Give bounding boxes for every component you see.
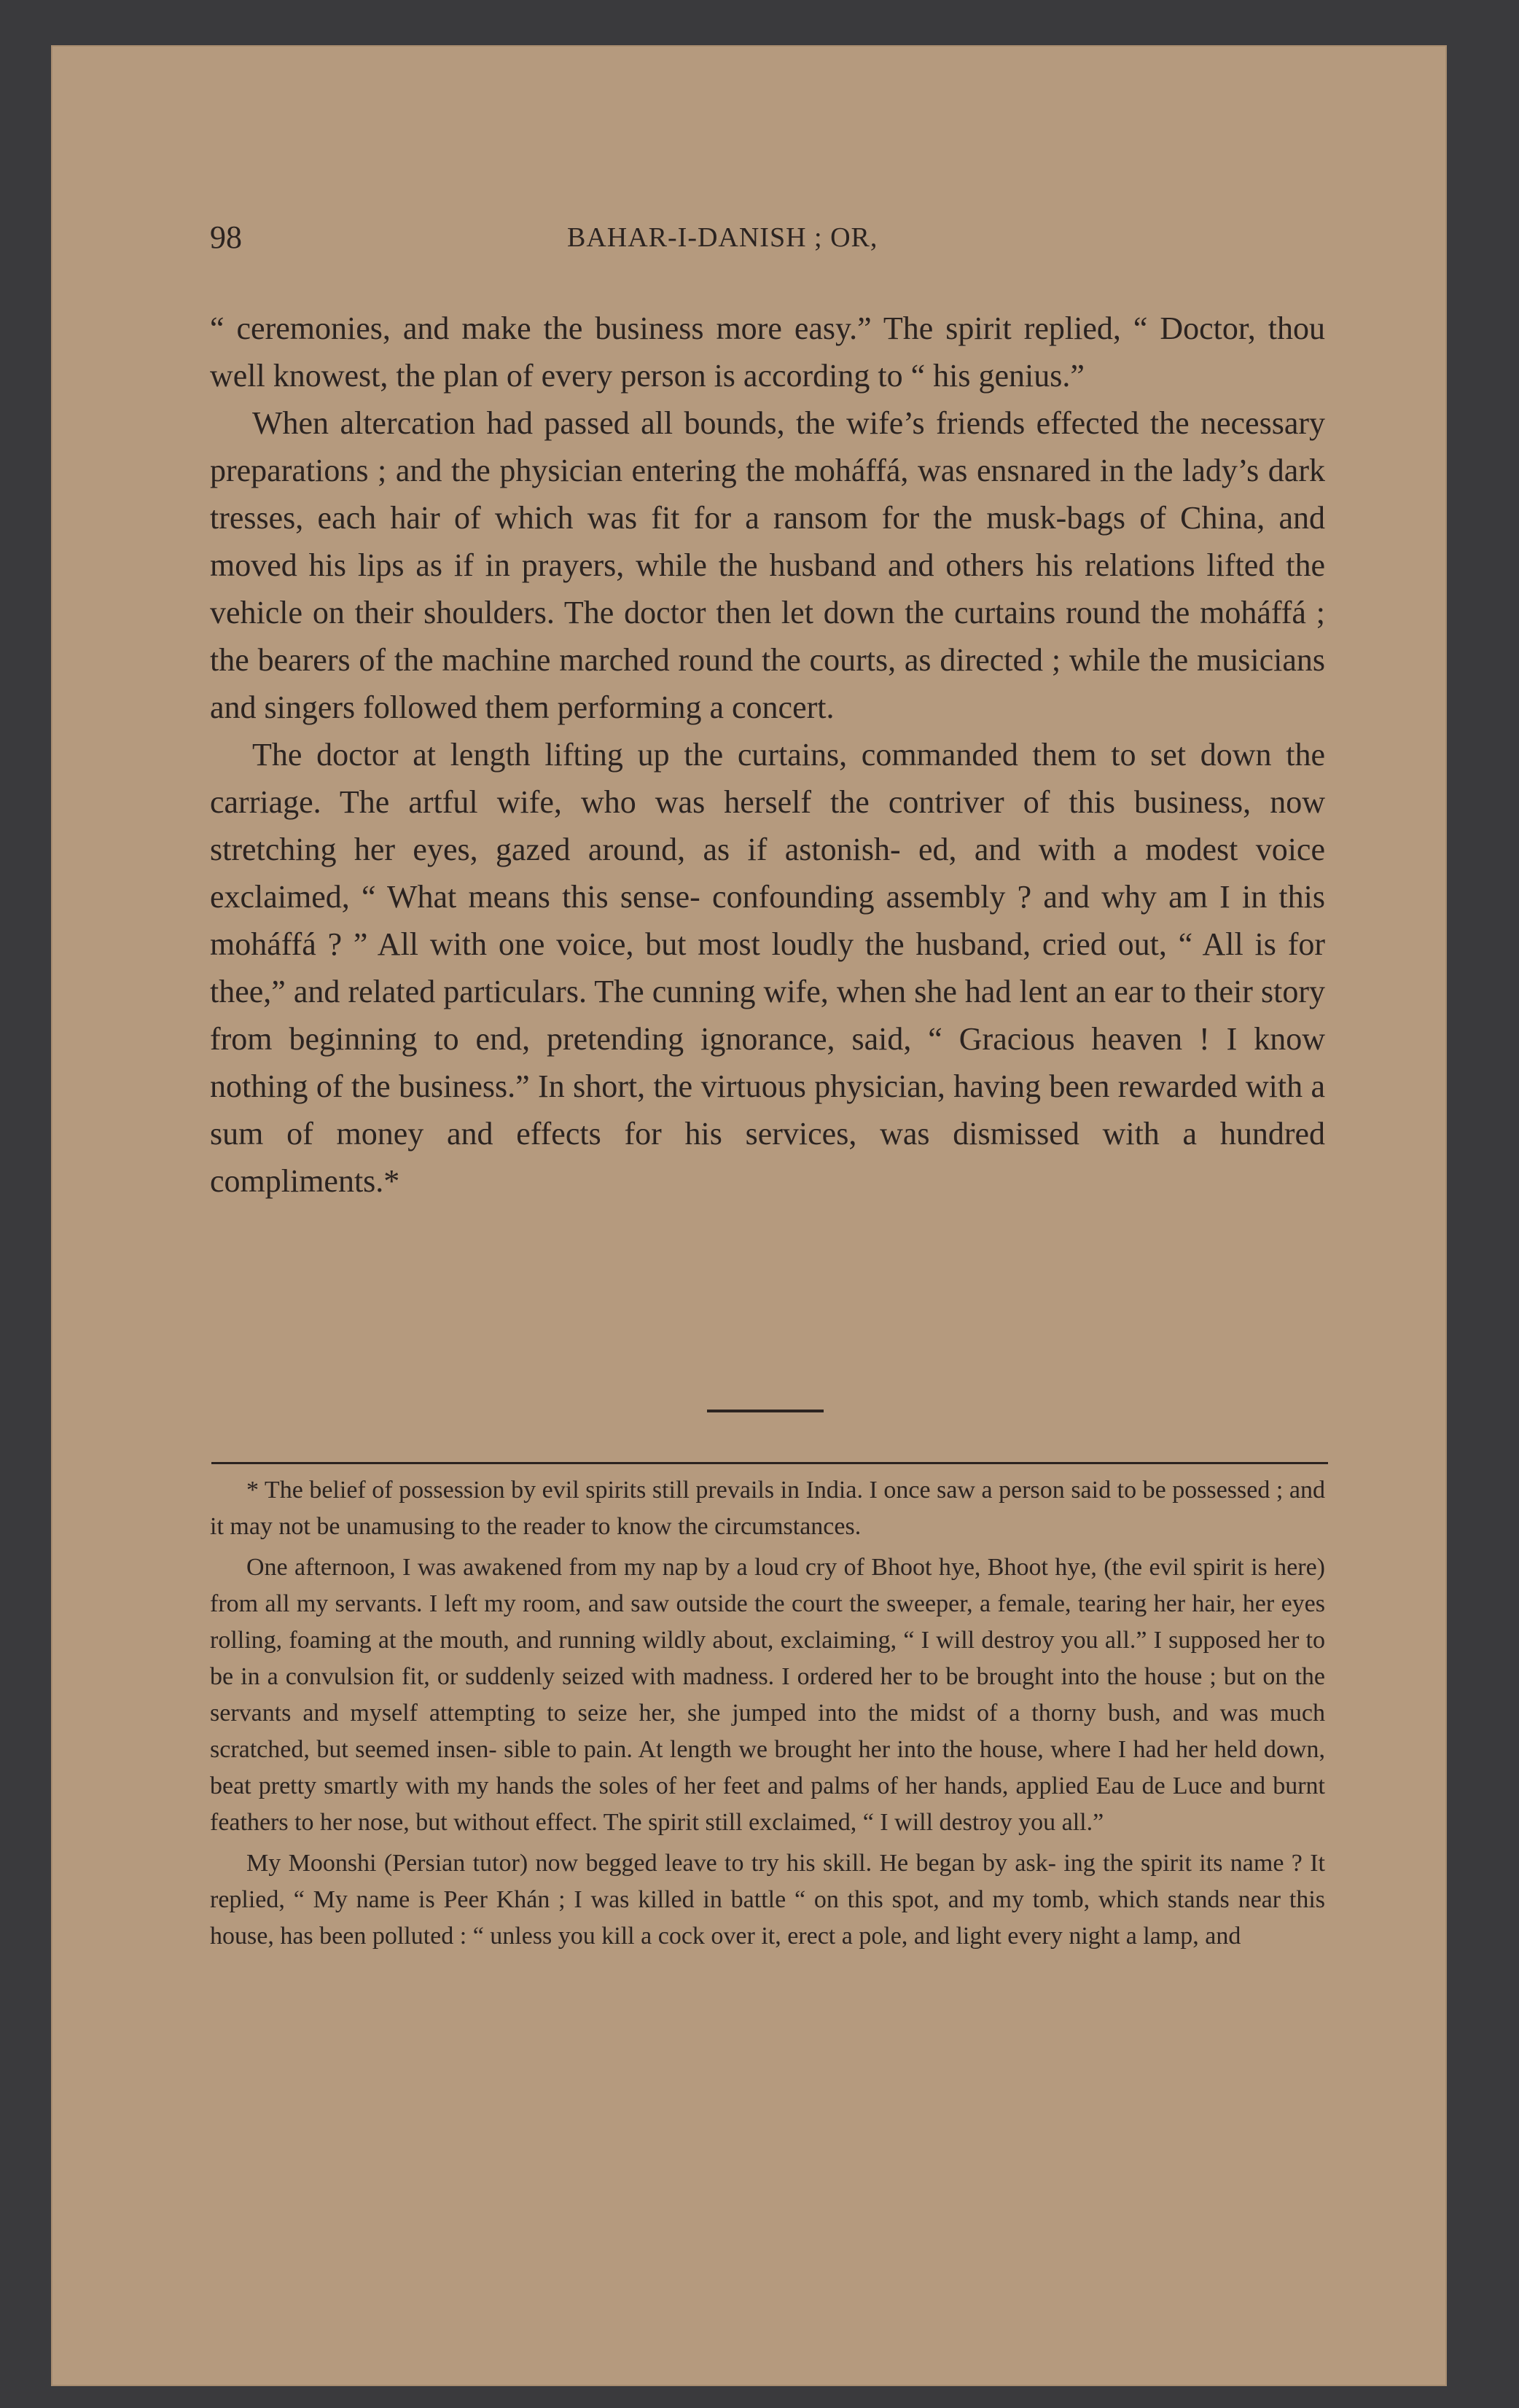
footnote-paragraph: * The belief of possession by evil spirits still prevails in India. I once saw a person said to be possessed ; and it may not be unamusing to the reader to know the circumstances. (210, 1477, 1325, 1540)
footnote-rule (211, 1462, 1328, 1464)
page-header (159, 219, 1325, 270)
page-number: 98 (210, 219, 242, 255)
footnote-paragraph: My Moonshi (Persian tutor) now begged leave to try his skill. He began by ask- ing the spirit its name ? It replied, “ My name is Peer Khán ; I was killed in battle “ on this spot, and my tomb, which stands near this house, has been polluted : “ unless you kill a cock over it, erect a pole, and light every night a lamp, and (210, 1850, 1325, 1950)
main-text (210, 305, 1325, 1205)
paragraph: The doctor at length lifting up the curtains, commanded them to set down the carriage. The artful wife, who was herself the contriver of this business, now stretching her eyes, gazed around, as if astonish- ed, and with a modest voice exclaimed, “ What means this sense- confounding assembly ? and why am I in this moháffá ? ” All with one voice, but most loudly the husband, cried out, “ All is for thee,” and related particulars. The cunning wife, when she had lent an ear to their story from beginning to end, pretending ignorance, said, “ Gracious heaven ! I know nothing of the business.” In short, the virtuous physician, having been rewarded with a sum of money and effects for his services, was dismissed with a hundred compliments.* (210, 737, 1325, 1199)
footnote (210, 1472, 1325, 1955)
paragraph: When altercation had passed all bounds, the wife’s friends effected the necessary preparations ; and the physician entering the moháffá, was ensnared in the lady’s dark tresses, each hair of which was fit for a ransom for the musk-bags of China, and moved his lips as if in prayers, while the husband and others his relations lifted the vehicle on their shoulders. The doctor then let down the curtains round the moháffá ; the bearers of the machine marched round the courts, as directed ; while the musicians and singers followed them performing a concert. (210, 405, 1325, 725)
paragraph: “ ceremonies, and make the business more easy.” The spirit replied, “ Doctor, thou well knowest, the plan of every person is according to “ his genius.” (210, 310, 1325, 394)
running-head: BAHAR-I-DANISH ; OR, (567, 222, 878, 253)
footnote-paragraph: One afternoon, I was awakened from my nap by a loud cry of Bhoot hye, Bhoot hye, (the evil spirit is here) from all my servants. I left my room, and saw outside the court the sweeper, a female, tearing her hair, her eyes rolling, foaming at the mouth, and running wildly about, exclaiming, “ I will destroy you all.” I supposed her to be in a convulsion fit, or suddenly seized with madness. I ordered her to be brought into the house ; but on the servants and myself attempting to seize her, she jumped into the midst of a thorny bush, and was much scratched, but seemed insen- sible to pain. At length we brought her into the house, where I had her held down, beat pretty smartly with my hands the soles of her feet and palms of her hands, applied Eau de Luce and burnt feathers to her nose, but without effect. The spirit still exclaimed, “ I will destroy you all.” (210, 1554, 1325, 1836)
section-divider (707, 1410, 824, 1412)
